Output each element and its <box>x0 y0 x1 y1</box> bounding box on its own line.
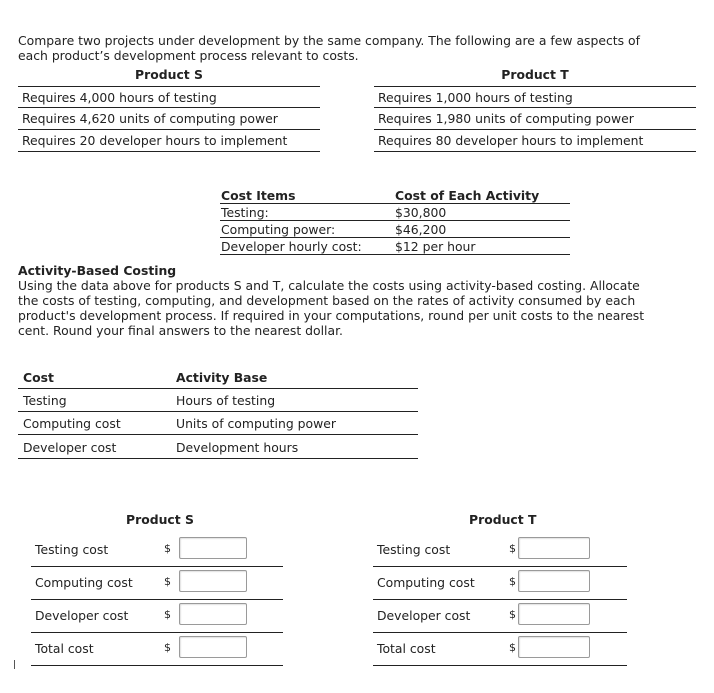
activity-header-cost: Cost <box>23 370 54 385</box>
abc-instructions: Using the data above for products S and T, calculate the costs using activity-based costing. Allocate the costs of testing, computing, and development based on the rates of activity consumed by each product's development process. If required in your computations, round per unit costs to the nearest cent. Round your final answers to the nearest dollar. <box>18 278 645 338</box>
activity-table-header <box>18 366 418 389</box>
answer-label: Computing cost <box>377 575 475 590</box>
intro-text: Compare two projects under development by the same company. The following are a few aspects of each product’s development process relevant to costs. <box>18 33 640 63</box>
answer-s-row-testing <box>31 534 283 567</box>
product-s-table <box>18 86 320 152</box>
answer-s-row-total <box>31 633 283 666</box>
cost-item-value: $12 per hour <box>395 239 476 254</box>
product-t-row: Requires 1,000 hours of testing <box>374 86 696 108</box>
activity-row <box>18 389 418 412</box>
activity-base-label: Development hours <box>176 440 299 455</box>
product-t-header: Product T <box>501 67 569 82</box>
activity-row <box>18 412 418 435</box>
answer-s-row-developer <box>31 600 283 633</box>
product-t-computing-cost-input[interactable] <box>518 570 590 592</box>
product-s-computing-cost-input[interactable] <box>179 570 247 592</box>
answer-product-t-header: Product T <box>469 512 537 527</box>
dollar-sign: $ <box>509 608 516 621</box>
cost-items-header: Cost Items <box>221 188 296 203</box>
cost-item-row <box>220 204 570 221</box>
product-t-developer-cost-input[interactable] <box>518 603 590 625</box>
dollar-sign: $ <box>164 542 171 555</box>
abc-title: Activity-Based Costing <box>18 263 177 278</box>
answer-t-row-testing <box>373 534 627 567</box>
product-t-table <box>374 86 696 152</box>
product-s-header: Product S <box>135 67 203 82</box>
product-s-developer-cost-input[interactable] <box>179 603 247 625</box>
answer-label: Total cost <box>377 641 436 656</box>
product-t-total-cost-input[interactable] <box>518 636 590 658</box>
cost-item-row <box>220 238 570 255</box>
cost-item-value: $30,800 <box>395 205 447 220</box>
answer-label: Total cost <box>35 641 94 656</box>
answer-t-row-computing <box>373 567 627 600</box>
cost-activity-header: Cost of Each Activity <box>395 188 540 203</box>
activity-cost-label: Testing <box>23 393 67 408</box>
answer-label: Testing cost <box>377 542 451 557</box>
product-s-testing-cost-input[interactable] <box>179 537 247 559</box>
product-s-row: Requires 20 developer hours to implement <box>18 130 320 152</box>
dollar-sign: $ <box>164 575 171 588</box>
cost-item-label: Developer hourly cost: <box>221 239 362 254</box>
activity-base-label: Units of computing power <box>176 416 336 431</box>
answer-product-s-header: Product S <box>126 512 194 527</box>
answer-label: Developer cost <box>377 608 471 623</box>
cost-item-value: $46,200 <box>395 222 447 237</box>
dollar-sign: $ <box>509 575 516 588</box>
activity-base-label: Hours of testing <box>176 393 276 408</box>
answer-s-row-computing <box>31 567 283 600</box>
cost-item-label: Testing: <box>221 205 269 220</box>
product-t-row: Requires 80 developer hours to implement <box>374 130 696 152</box>
activity-cost-label: Computing cost <box>23 416 121 431</box>
product-s-total-cost-input[interactable] <box>179 636 247 658</box>
answer-t-row-developer <box>373 600 627 633</box>
cost-item-row <box>220 221 570 238</box>
dollar-sign: $ <box>509 542 516 555</box>
answer-label: Testing cost <box>35 542 109 557</box>
answer-t-row-total <box>373 633 627 666</box>
answer-label: Computing cost <box>35 575 133 590</box>
activity-row <box>18 436 418 459</box>
product-t-testing-cost-input[interactable] <box>518 537 590 559</box>
product-s-row: Requires 4,000 hours of testing <box>18 86 320 108</box>
dollar-sign: $ <box>164 608 171 621</box>
dollar-sign: $ <box>164 641 171 654</box>
cost-items-table <box>220 187 570 255</box>
product-t-row: Requires 1,980 units of computing power <box>374 108 696 130</box>
answer-label: Developer cost <box>35 608 129 623</box>
activity-header-base: Activity Base <box>176 370 268 385</box>
cost-item-label: Computing power: <box>221 222 336 237</box>
dollar-sign: $ <box>509 641 516 654</box>
product-s-row: Requires 4,620 units of computing power <box>18 108 320 130</box>
text-cursor <box>14 660 15 669</box>
activity-cost-label: Developer cost <box>23 440 117 455</box>
